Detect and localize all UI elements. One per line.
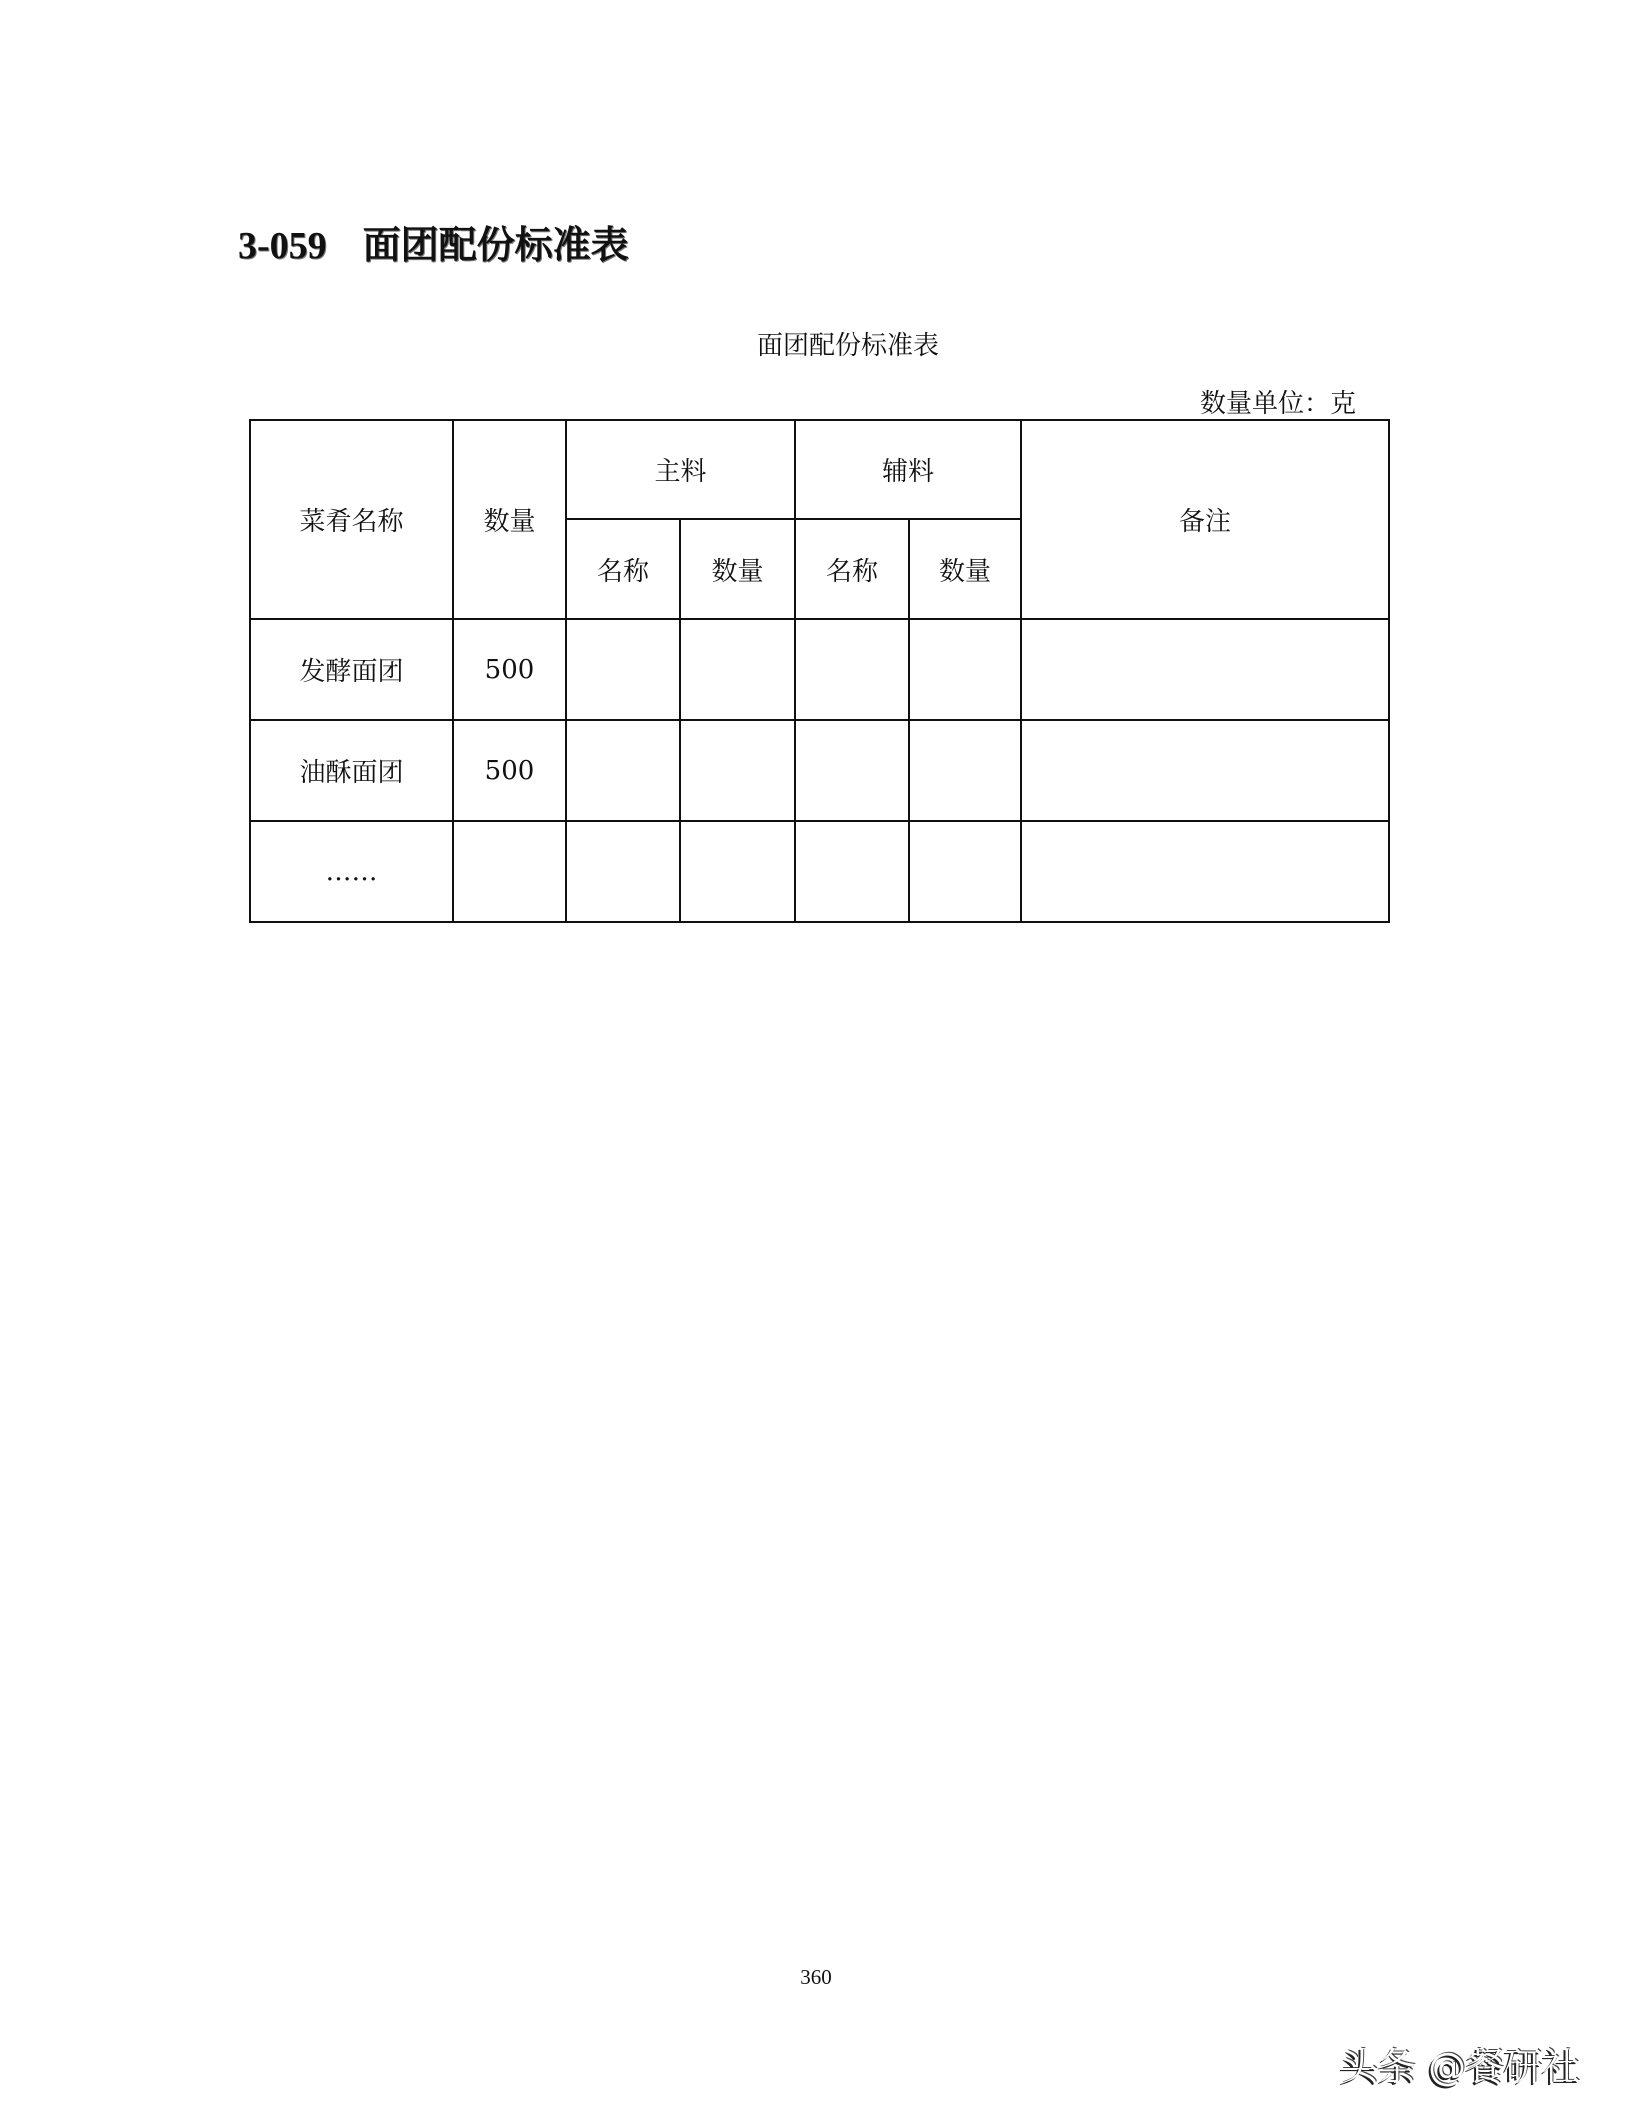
cell-empty <box>566 720 680 821</box>
header-dish-name: 菜肴名称 <box>250 420 453 619</box>
portion-standard-table <box>249 419 1390 923</box>
header-quantity: 数量 <box>453 420 566 619</box>
cell-empty <box>680 821 795 922</box>
table-row <box>250 619 1389 720</box>
unit-label: 数量单位：克 <box>1199 389 1356 419</box>
cell-empty <box>795 821 909 922</box>
cell-dish-name: 发酵面团 <box>250 619 453 720</box>
subheader-aux-name: 名称 <box>795 519 909 619</box>
subheader-aux-quantity: 数量 <box>909 519 1021 619</box>
subheader-main-name: 名称 <box>566 519 680 619</box>
header-main-ingredients: 主料 <box>566 420 795 519</box>
table-caption: 面团配份标准表 <box>756 331 939 361</box>
page-number: 360 <box>800 1965 832 1989</box>
cell-empty <box>909 720 1021 821</box>
subheader-main-quantity: 数量 <box>680 519 795 619</box>
table-row <box>250 720 1389 821</box>
cell-dish-name: …… <box>250 821 453 922</box>
cell-empty <box>1021 720 1389 821</box>
cell-empty <box>680 720 795 821</box>
watermark: 头条 @餐研社 <box>1340 2045 1581 2089</box>
header-auxiliary-ingredients: 辅料 <box>795 420 1021 519</box>
table-row <box>250 821 1389 922</box>
cell-empty <box>680 619 795 720</box>
cell-empty <box>795 619 909 720</box>
cell-empty <box>566 619 680 720</box>
header-remarks: 备注 <box>1021 420 1389 619</box>
section-number: 3-059 <box>238 225 327 267</box>
cell-dish-name: 油酥面团 <box>250 720 453 821</box>
cell-empty <box>795 720 909 821</box>
section-title: 面团配份标准表 <box>362 222 629 267</box>
cell-quantity: 500 <box>453 619 566 720</box>
cell-empty <box>909 821 1021 922</box>
cell-quantity: 500 <box>453 720 566 821</box>
cell-empty <box>909 619 1021 720</box>
cell-quantity <box>453 821 566 922</box>
cell-empty <box>1021 821 1389 922</box>
cell-empty <box>566 821 680 922</box>
cell-empty <box>1021 619 1389 720</box>
header-row <box>250 420 1389 519</box>
section-heading <box>238 214 629 269</box>
